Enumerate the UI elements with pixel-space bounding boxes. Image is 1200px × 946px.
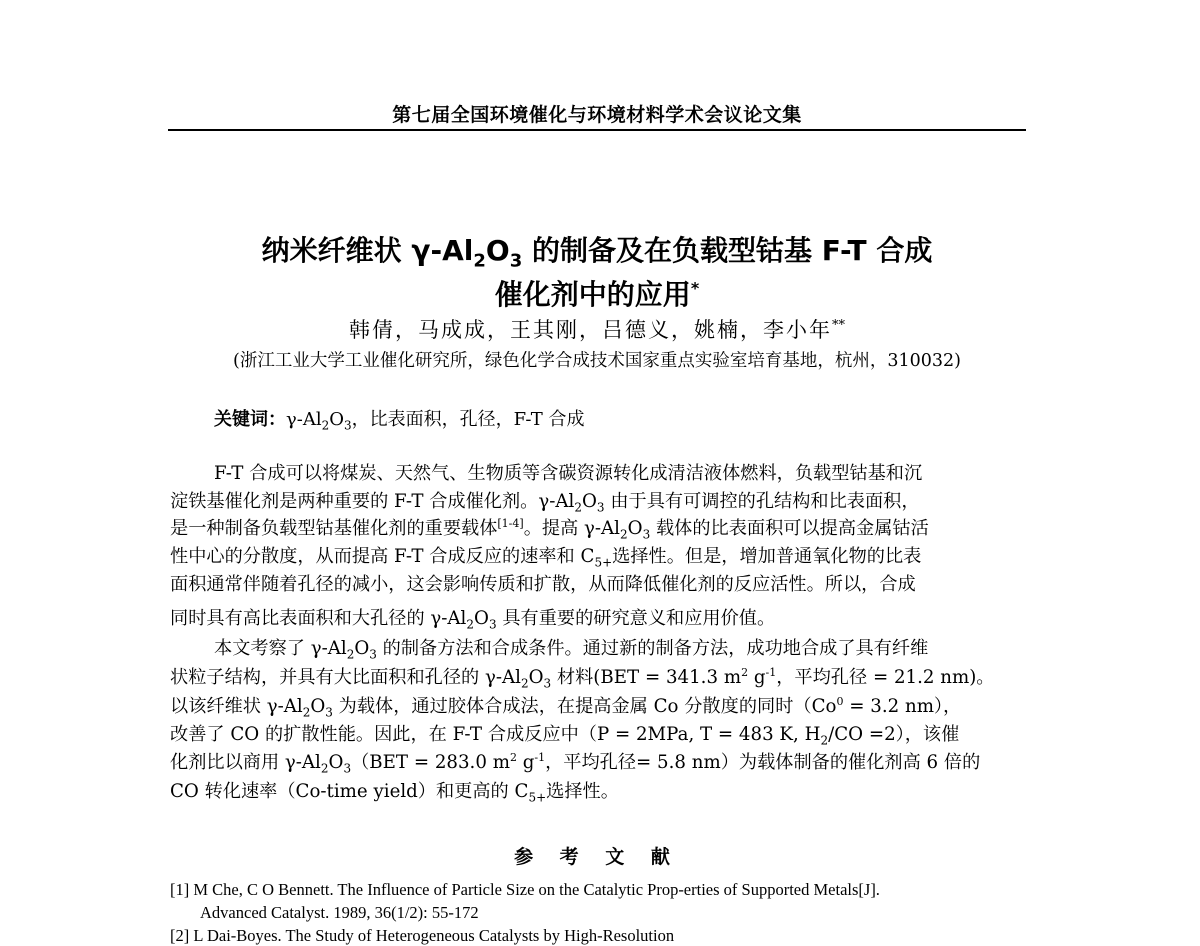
- text-run: （BET = 283.0 m: [351, 752, 510, 773]
- title-sub: 2: [473, 250, 486, 272]
- text-run: 由于具有可调控的孔结构和比表面积，: [604, 491, 920, 512]
- para2-line-1: [214, 634, 928, 662]
- keywords-sub: 3: [344, 418, 352, 433]
- text-run: O: [528, 667, 544, 688]
- reference-1-line-1: [1] M Che, C O Bennett. The Influence of Particle Size on the Catalytic Prop-erties of Supported Metals[J].: [170, 880, 880, 899]
- text-run: g: [748, 667, 766, 688]
- keywords: [214, 405, 585, 433]
- keywords-label: 关键词：: [214, 409, 286, 430]
- text-run: ，平均孔径= 5.8 nm）为载体制备的催化剂高 6 倍的: [545, 752, 981, 773]
- references-heading: 参 考 文 献: [514, 846, 680, 868]
- text-run: 是一种制备负载型钴基催化剂的重要载体: [170, 518, 498, 539]
- author-list: [168, 314, 1026, 344]
- text-run: 的制备方法和合成条件。通过新的制备方法，成功地合成了具有纤维: [376, 638, 929, 659]
- text-run: 本文考察了 γ-Al: [214, 638, 347, 659]
- subscript: 2: [302, 705, 311, 720]
- para1-line-1: F-T 合成可以将煤炭、天然气、生物质等含碳资源转化成清洁液体燃料，负载型钴基和沉: [214, 463, 923, 484]
- text-run: 化剂比以商用 γ-Al: [170, 752, 321, 773]
- text-run: 状粒子结构，并具有大比面积和孔径的 γ-Al: [170, 667, 521, 688]
- citation: [1-4]: [497, 516, 524, 530]
- text-run: 性中心的分散度，从而提高 F-T 合成反应的速率和 C: [170, 546, 595, 567]
- text-run: 选择性。但是，增加普通氧化物的比表: [612, 546, 922, 567]
- title-footnote-mark: *: [690, 278, 700, 298]
- text-run: 载体的比表面积可以提高金属钴活: [650, 518, 929, 539]
- subscript: 2: [820, 733, 829, 748]
- para2-line-3: [170, 692, 961, 720]
- text-run: ，平均孔径 = 21.2 nm)。: [776, 667, 995, 688]
- superscript: -1: [765, 665, 777, 679]
- text-run: O: [581, 491, 597, 512]
- subscript: 3: [343, 761, 352, 776]
- keywords-sub: 2: [321, 418, 330, 433]
- para2-line-4: [170, 720, 959, 748]
- paper-title-line-2: [168, 273, 1026, 313]
- text-run: 具有重要的研究意义和应用价值。: [496, 608, 776, 629]
- para2-line-5: [170, 748, 980, 776]
- subscript: 2: [346, 647, 355, 662]
- para1-line-5: 面积通常伴随着孔径的减小，这会影响传质和扩散，从而降低催化剂的反应活性。所以，合成: [170, 574, 916, 595]
- title-text: 的制备及在负载型钴基 F-T 合成: [522, 234, 933, 267]
- text-run: 同时具有高比表面积和大孔径的 γ-Al: [170, 608, 467, 629]
- reference-2-line-1: [2] L Dai-Boyes. The Study of Heterogeneous Catalysts by High-Resolution: [170, 926, 675, 945]
- subscript: 3: [596, 500, 605, 515]
- subscript: 2: [574, 500, 582, 515]
- text-run: O: [354, 638, 370, 659]
- corresponding-author-mark: **: [832, 318, 845, 333]
- text-run: 改善了 CO 的扩散性能。因此，在 F-T 合成反应中（P = 2MPa, T = 483 K, H: [170, 724, 821, 745]
- para1-line-2: [170, 487, 920, 515]
- text-run: 材料(BET = 341.3 m: [551, 667, 742, 688]
- superscript: 0: [836, 694, 844, 708]
- keywords-text: γ-Al: [286, 409, 322, 430]
- superscript: 2: [741, 665, 749, 679]
- text-run: O: [627, 518, 643, 539]
- affiliation: (浙江工业大学工业催化研究所，绿色化学合成技术国家重点实验室培育基地，杭州，310032): [233, 351, 961, 371]
- superscript: -1: [534, 750, 546, 764]
- subscript: 3: [369, 647, 377, 662]
- text-run: 选择性。: [546, 781, 619, 802]
- subscript: 2: [466, 617, 475, 632]
- subscript: 2: [320, 761, 329, 776]
- para2-line-6: [170, 777, 619, 805]
- text-run: O: [328, 752, 344, 773]
- superscript: 2: [509, 750, 517, 764]
- authors-text: 韩倩，马成成，王其刚，吕德义，姚楠，李小年: [349, 318, 832, 342]
- subscript: 3: [488, 617, 497, 632]
- text-run: 。提高 γ-Al: [523, 518, 620, 539]
- keywords-text: O: [329, 409, 345, 430]
- text-run: O: [474, 608, 489, 629]
- text-run: O: [310, 696, 326, 717]
- text-run: = 3.2 nm），: [843, 696, 962, 717]
- text-run: 为载体，通过胶体合成法，在提高金属 Co 分散度的同时（Co: [332, 696, 837, 717]
- title-sub: 3: [509, 250, 523, 272]
- subscript: 3: [642, 527, 651, 542]
- header-rule: [168, 129, 1026, 131]
- text-run: /CO =2），该催: [828, 724, 960, 745]
- title-text: 催化剂中的应用: [494, 278, 691, 311]
- text-run: 淀铁基催化剂是两种重要的 F-T 合成催化剂。γ-Al: [170, 491, 575, 512]
- para2-line-2: [170, 663, 994, 691]
- proceedings-header: 第七届全国环境催化与环境材料学术会议论文集: [392, 104, 802, 126]
- subscript: 3: [543, 676, 552, 691]
- title-text: 纳米纤维状 γ-Al: [261, 234, 474, 267]
- para1-line-3: [170, 514, 929, 542]
- para1-line-6: [170, 604, 775, 632]
- subscript: 5+: [528, 790, 547, 805]
- text-run: CO 转化速率（Co-time yield）和更高的 C: [170, 781, 529, 802]
- subscript: 2: [520, 676, 529, 691]
- title-text: O: [485, 234, 510, 267]
- subscript: 5+: [594, 555, 613, 570]
- reference-1-line-2: Advanced Catalyst. 1989, 36(1/2): 55-172: [200, 903, 479, 922]
- subscript: 3: [325, 705, 333, 720]
- keywords-text: ，比表面积，孔径，F-T 合成: [351, 409, 585, 430]
- subscript: 2: [620, 527, 628, 542]
- paper-title-line-1: [168, 229, 1026, 272]
- text-run: g: [516, 752, 535, 773]
- para1-line-4: [170, 542, 921, 570]
- text-run: 以该纤维状 γ-Al: [170, 696, 303, 717]
